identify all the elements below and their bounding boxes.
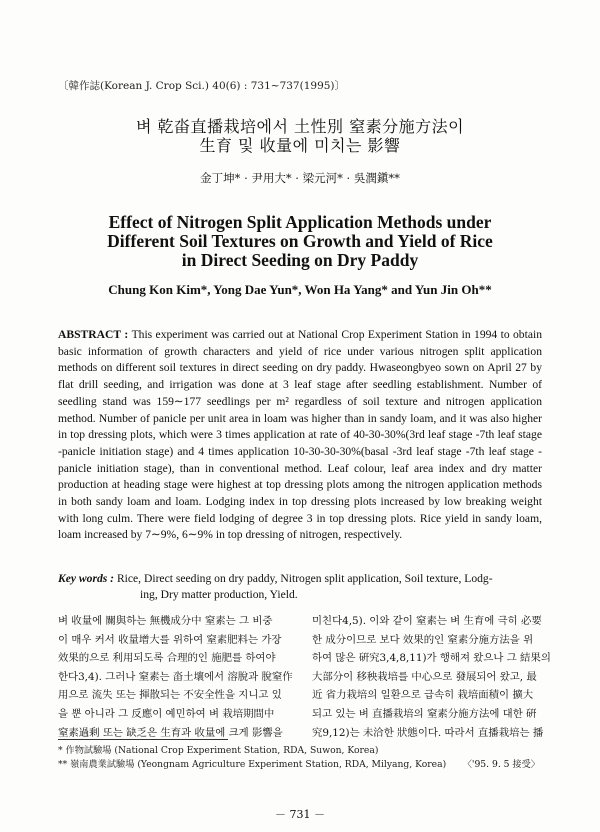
english-title-line-3: in Direct Seeding on Dry Paddy xyxy=(181,250,419,270)
body-line: 한다3,4). 그러나 窒素는 畓土壤에서 溶脫과 脫窒作 xyxy=(58,670,293,683)
keywords-line-2: ing, Dry matter production, Yield. xyxy=(140,588,298,601)
keywords-label: Key words : xyxy=(58,572,117,585)
footnote-2: ** 嶺南農業試驗場 (Yeongnam Agriculture Experiment Station, RDA, Milyang, Korea) xyxy=(58,759,447,770)
body-line: 究9,12)는 未洽한 狀態이다. 따라서 直播栽培는 播 xyxy=(312,726,544,739)
korean-title-line-2: 生育 및 收量에 미치는 影響 xyxy=(199,136,401,155)
body-line: 效果的으로 利用되도록 合理的인 施肥를 하여야 xyxy=(58,652,276,665)
body-line: 미친다4,5). 이와 같이 窒素는 벼 生育에 극히 必要 xyxy=(312,615,542,627)
body-line: 하여 많은 硏究3,4,8,11)가 행해져 왔으나 그 結果의 xyxy=(312,652,551,665)
english-title-line-1: Effect of Nitrogen Split Application Methods under xyxy=(108,212,492,232)
body-column-left xyxy=(58,612,293,742)
english-title-line-2: Different Soil Textures on Growth and Yield of Rice xyxy=(107,231,493,251)
korean-title-line-1: 벼 乾畓直播栽培에서 土性別 窒素分施方法이 xyxy=(135,117,465,136)
body-line: 이 매우 커서 收量增大를 위하여 窒素肥料는 가장 xyxy=(58,633,282,646)
body-line: 되고 있는 벼 直播栽培의 窒素分施方法에 대한 硏 xyxy=(312,707,537,720)
abstract-text: This experiment was carried out at National Crop Experiment Station in 1994 to obtain basic information of growth characters and yield of rice under various nitrogen split application methods on different soil textures in direct seeding on dry paddy. Hwaseongbyeo sown on April 27 by flat drill seeding, and irrigation was done at 3 leaf stage after seedling establishment. Number of seedling stand was 159∼177 seedlings per m² regardless of soil texture and nitrogen application method. Number of panicle per unit area in loam was higher than in sandy loam, and it was also higher in top dressing plots, which were 3 times application at rate of 40-30-30%(3rd leaf stage -7th leaf stage -panicle initiation stage) and 4 times application 10-30-30-30%(basal -3rd leaf stage -7th leaf stage -panicle initiation stage), than in conventional method. Leaf colour, leaf area index and dry matter production at heading stage were highest at top dressing plots among the nitrogen application methods in both sandy loam and loam. Lodging index in top dressing plots increased by low breaking weight with long culm. There were field lodging of degree 3 in top dressing plots. Rice yield in sandy loam, loam increased by 7∼9%, 6∼9% in top dressing of nitrogen, respectively. xyxy=(58,328,542,542)
body-column-right xyxy=(312,612,551,742)
keywords xyxy=(58,571,542,603)
english-authors: Chung Kon Kim*, Yong Dae Yun*, Won Ha Yang* and Yun Jin Oh** xyxy=(108,282,492,297)
body-line: 大部分이 移秧栽培를 中心으로 發展되어 왔고, 最 xyxy=(312,670,537,683)
keywords-line-1: Rice, Direct seeding on dry paddy, Nitrogen split application, Soil texture, Lodg- xyxy=(116,572,493,585)
body-line: 을 뿐 아니라 그 反應이 예민하여 벼 栽培期間中 xyxy=(58,707,275,720)
body-line: 近 省力栽培의 일환으로 급속히 栽培面積이 擴大 xyxy=(312,689,534,702)
footnote-1: * 作物試驗場 (National Crop Experiment Station, RDA, Suwon, Korea) xyxy=(58,745,379,756)
page-number: － 731 － xyxy=(275,808,325,821)
korean-authors: 金丁坤* · 尹用大* · 梁元河* · 吳潤鎭** xyxy=(200,171,400,185)
body-line: 벼 收量에 關與하는 無機成分中 窒素는 그 비중 xyxy=(58,615,273,627)
abstract xyxy=(58,327,542,544)
body-line: 用으로 流失 또는 揮散되는 不安全性을 지니고 있 xyxy=(58,689,282,702)
received-date: 〈'95. 9. 5 接受〉 xyxy=(462,759,540,770)
abstract-label: ABSTRACT : xyxy=(58,328,132,341)
body-line: 窒素過剩 또는 缺乏은 生育과 收量에 크게 影響을 xyxy=(58,726,283,739)
journal-reference: 〔韓作誌(Korean J. Crop Sci.) 40(6) : 731∼737(1995)〕 xyxy=(58,80,346,92)
footnote-divider xyxy=(58,739,228,740)
body-line: 한 成分이므로 보다 效果的인 窒素分施方法을 위 xyxy=(312,633,534,646)
